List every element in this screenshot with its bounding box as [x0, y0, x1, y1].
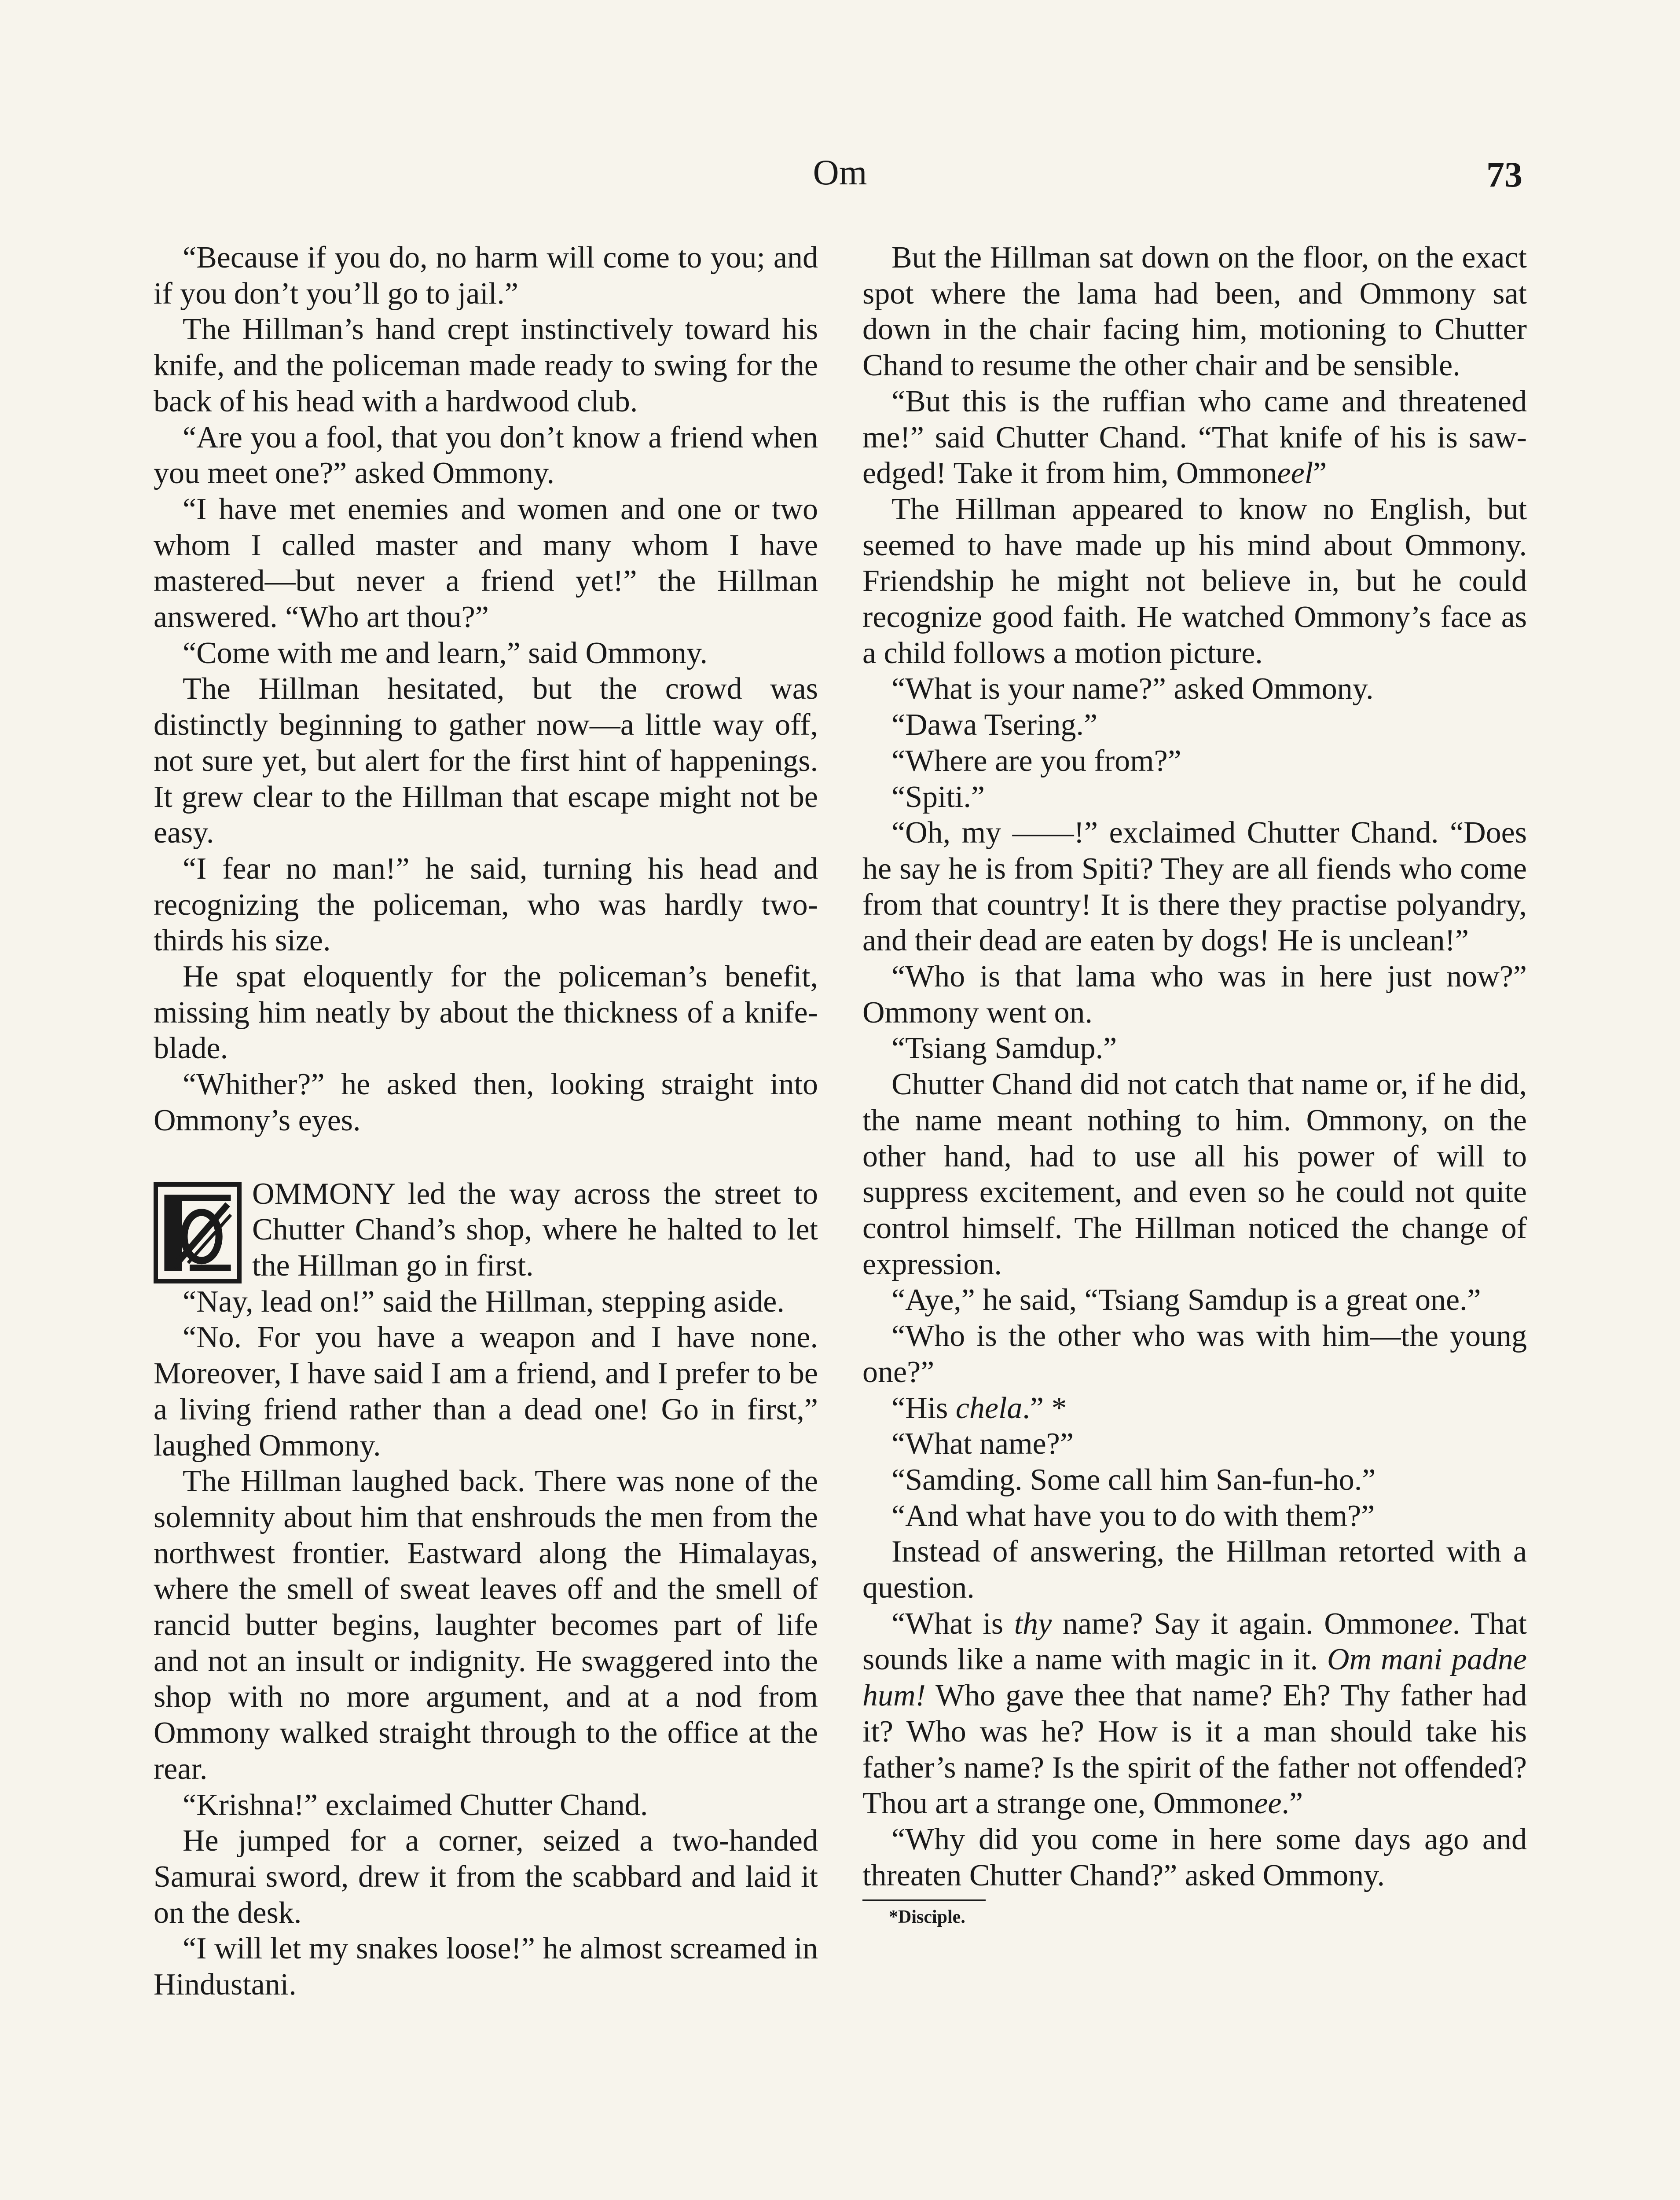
paragraph: “Why did you come in here some days ago and threaten Chutter Chand?” asked Ommony.	[862, 1822, 1527, 1892]
dropcap-paragraph	[154, 1176, 818, 1284]
paragraph: “Who is that lama who was in here just now?” Ommony went on.	[862, 960, 1527, 1030]
paragraph: “Who is the other who was with him—the young one?”	[862, 1319, 1527, 1389]
paragraph: The Hillman hesitated, but the crowd was distinctly beginning to gather now—a little way off, not sure yet, but alert for the first hint of happenings. It grew clear to the Hillman that escape might not be easy.	[154, 672, 818, 850]
page-number: 73	[1486, 154, 1522, 194]
text-run: name? Say it again. Ommon	[1052, 1606, 1425, 1641]
paragraph: “Oh, my ——!” exclaimed Chutter Chand. “Does he say he is from Spiti? They are all fiends who come from that country! It is there they practise polyandry, and their dead are eaten by dogs! He is unclean!”	[862, 816, 1527, 958]
paragraph: The Hillman appeared to know no English, but seemed to have made up his mind about Ommony. Friendship he might not believe in, but he could recognize good faith. He watched Ommony’s face as a child follows a motion picture.	[862, 492, 1527, 670]
footnote: *Disciple.	[889, 1907, 965, 1928]
left-paragraphs-after-break	[154, 1284, 818, 2003]
paragraph: “Aye,” he said, “Tsiang Samdup is a great one.”	[891, 1283, 1481, 1317]
italic-run: ee	[1254, 1786, 1282, 1821]
dropcap-paragraph-text: OMMONY led the way across the street to Chutter Chand’s shop, where he halted to let the Hillman go in first.	[252, 1177, 818, 1283]
paragraph: “I will let my snakes loose!” he almost screamed in Hindustani.	[154, 1932, 818, 2002]
running-head-title: Om	[813, 152, 867, 192]
italic-run: thy	[1014, 1606, 1052, 1641]
text-run: “What is	[891, 1606, 1014, 1641]
paragraph: “No. For you have a weapon and I have none. Moreover, I have said I am a friend, and I prefer to be a living friend rather than a dead one! Go in first,” laughed Ommony.	[154, 1320, 818, 1463]
paragraph: “Come with me and learn,” said Ommony.	[183, 636, 708, 670]
paragraph: “Krishna!” exclaimed Chutter Chand.	[183, 1788, 648, 1822]
paragraph: “Because if you do, no harm will come to you; and if you don’t you’ll go to jail.”	[154, 241, 818, 311]
paragraph: He jumped for a corner, seized a two-handed Samurai sword, drew it from the scabbard and laid it on the desk.	[154, 1824, 818, 1930]
paragraph: “Are you a fool, that you don’t know a friend when you meet one?” asked Ommony.	[154, 420, 818, 491]
paragraph	[862, 1390, 1527, 1426]
left-column	[154, 240, 818, 2003]
paragraph: “And what have you to do with them?”	[891, 1499, 1375, 1533]
decorative-initial-o-icon	[154, 1182, 242, 1283]
text-run: Who gave thee that name? Eh? Thy father had it? Who was he? How is it a man should take his father’s name? Is the spirit of the father not offended? Thou art a strange one, Ommon	[862, 1679, 1527, 1821]
paragraph: But the Hillman sat down on the floor, on the exact spot where the lama had been, and Ommony sat down in the chair facing him, motioning to Chutter Chand to resume the other chair and be sensible.	[862, 241, 1527, 383]
paragraph: “Whither?” he asked then, looking straight into Ommony’s eyes.	[154, 1067, 818, 1137]
paragraph: Chutter Chand did not catch that name or, if he did, the name meant nothing to him. Ommony, on the other hand, had to use all his power of will to suppress excitement, and even so he could not quite control himself. The Hillman noticed the change of expression.	[862, 1067, 1527, 1281]
footnote-marker: .” *	[1022, 1391, 1067, 1425]
text-run: ”	[1313, 456, 1327, 491]
paragraph: “I have met enemies and women and one or two whom I called master and many whom I have mastered—but never a friend yet!” the Hillman answered. “Who art thou?”	[154, 492, 818, 634]
paragraph: “What name?”	[891, 1427, 1074, 1461]
paragraph: “Samding. Some call him San-fun-ho.”	[891, 1463, 1376, 1497]
paragraph	[862, 1606, 1527, 1822]
paragraph: “Tsiang Samdup.”	[891, 1031, 1117, 1066]
paragraph: “Where are you from?”	[891, 744, 1181, 778]
text-run: “But this is the ruffian who came and threatened me!” said Chutter Chand. “That knife of his is saw-edged! Take it from him, Ommon	[862, 384, 1527, 491]
left-paragraphs-before-break	[154, 240, 818, 1139]
italic-run: ee	[1425, 1606, 1453, 1641]
paragraph	[862, 384, 1527, 491]
section-break	[154, 1139, 818, 1176]
paragraph: He spat eloquently for the policeman’s benefit, missing him neatly by about the thickness of a knife-blade.	[154, 960, 818, 1066]
paragraph: The Hillman laughed back. There was none of the solemnity about him that enshrouds the men from the northwest frontier. Eastward along the Himalayas, where the smell of sweat leaves off and the smell of rancid butter begins, laughter becomes part of life and not an insult or indignity. He swaggered into the shop with no more argument, and at a nod from Ommony walked straight through to the office at the rear.	[154, 1464, 818, 1786]
italic-run: eel	[1277, 456, 1313, 491]
italic-run: chela	[955, 1391, 1023, 1425]
paragraph: “I fear no man!” he said, turning his head and recognizing the policeman, who was hardly two-thirds his size.	[154, 851, 818, 958]
text-run: . That sounds like a name with magic in it.	[862, 1606, 1527, 1677]
footnote-rule	[862, 1899, 986, 1901]
paragraph: “Spiti.”	[891, 780, 985, 814]
paragraph: “Dawa Tsering.”	[891, 708, 1098, 742]
paragraph: “Nay, lead on!” said the Hillman, stepping aside.	[183, 1284, 785, 1319]
paragraph: Instead of answering, the Hillman retorted with a question.	[862, 1535, 1527, 1605]
paragraph: The Hillman’s hand crept instinctively toward his knife, and the policeman made ready to swing for the back of his head with a hardwood club.	[154, 312, 818, 418]
text-run: .”	[1281, 1786, 1303, 1821]
paragraph: “What is your name?” asked Ommony.	[891, 672, 1374, 706]
right-column	[862, 240, 1527, 1929]
text-run: “His	[891, 1391, 956, 1425]
italic-run: Om mani padne hum!	[862, 1643, 1527, 1713]
